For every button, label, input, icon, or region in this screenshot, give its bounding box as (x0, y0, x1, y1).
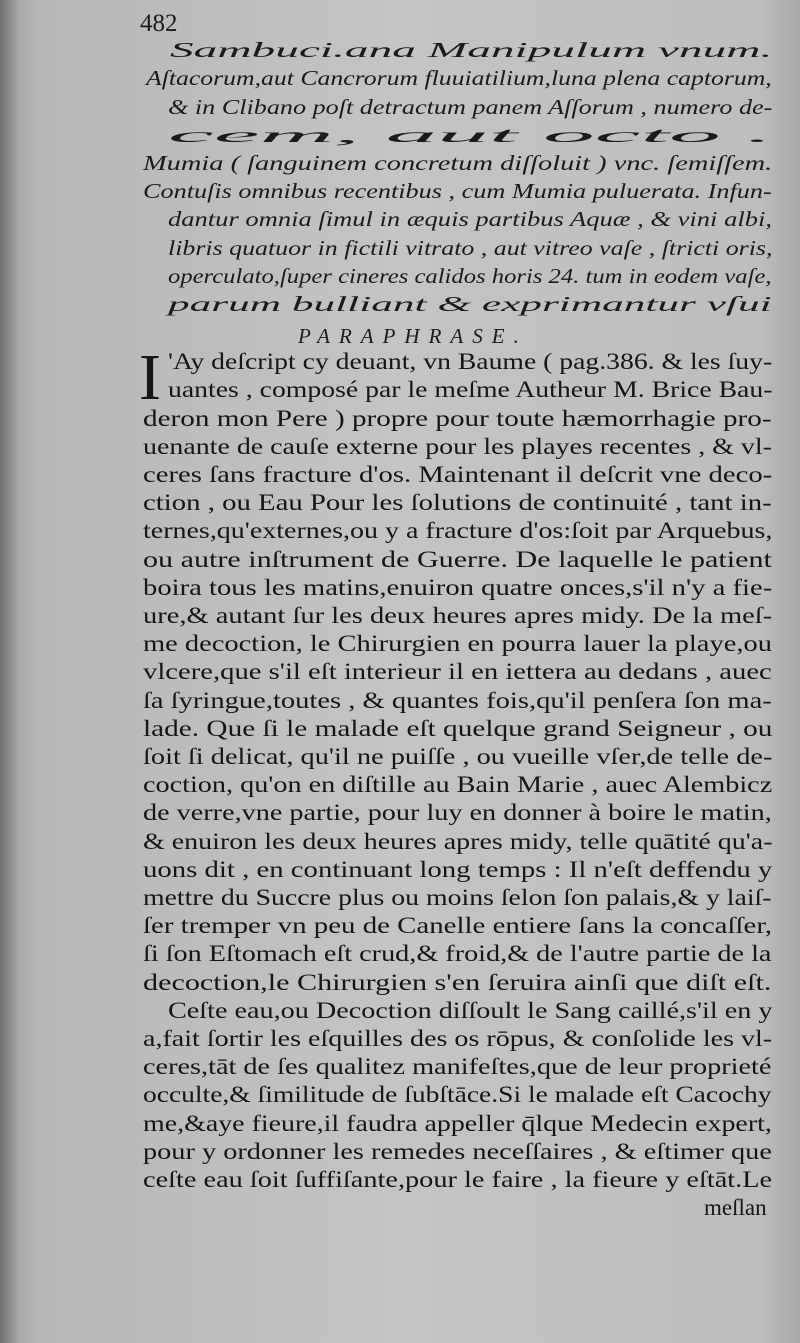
french-line: ction , ou Eau Pour les ſolutions de continuité , tant in- (143, 490, 772, 515)
french-line: uenante de cauſe externe pour les playes recentes , & vl- (143, 434, 772, 459)
french-line: decoction,le Chirurgien s'en ſeruira ainſi que diſt eſt. (143, 970, 772, 995)
french-line: me,&aye fieure,il faudra appeller q̄lque Medecin expert, (143, 1111, 772, 1136)
french-line: & enuiron les deux heures apres midy, telle quātité qu'a- (143, 829, 773, 854)
latin-line: & in Clibano poſt detractum panem Aſſorum , numero de- (168, 95, 773, 119)
french-line: de verre,vne partie, pour luy en donner à boire le matin, (143, 800, 772, 825)
french-line: ceres ſans fracture d'os. Maintenant il deſcrit vne deco- (143, 462, 773, 487)
latin-line: parum bulliant & exprimantur vſui (168, 292, 772, 316)
french-line: ternes,qu'externes,ou y a fracture d'os:ſoit par Arquebus, (143, 518, 773, 543)
page-number: 482 (140, 10, 178, 37)
drop-cap: I (139, 341, 161, 414)
french-line: coction, qu'on en diſtille au Bain Marie , auec Alembicz (143, 772, 773, 797)
french-line: ſi ſon Eſtomach eſt crud,& froid,& de l'autre partie de la (143, 941, 772, 966)
french-line: ſoit ſi delicat, qu'il ne puiſſe , ou vueille vſer,de telle de- (143, 744, 773, 769)
catchword: meſlan (704, 1195, 767, 1220)
french-line: a,fait ſortir les eſquilles des os rōpus, & conſolide les vl- (143, 1026, 773, 1051)
page-gutter-shadow (0, 0, 18, 1343)
french-line: ceres,tāt de ſes qualitez manifeſtes,que de leur proprieté (143, 1054, 772, 1079)
latin-line: cem, aut octo . (168, 123, 773, 147)
french-line: 'Ay deſcript cy deuant, vn Baume ( pag.386. & les ſuy- (168, 349, 773, 374)
french-line: ſer tremper vn peu de Canelle entiere ſans la concaſſer, (143, 913, 773, 938)
french-line: uons dit , en continuant long temps : Il n'eſt deffendu y (143, 857, 773, 882)
french-line: Ceſte eau,ou Decoction diſſoult le Sang caillé,s'il en y (168, 998, 773, 1023)
french-line: mettre du Succre plus ou moins ſelon ſon palais,& y laiſ- (143, 885, 772, 910)
french-line: me decoction, le Chirurgien en pourra lauer la playe,ou (143, 631, 772, 656)
french-line: ceſte eau ſoit ſuffiſante,pour le faire , la fieure y eſtāt.Le (143, 1167, 773, 1192)
french-line: ure,& autant ſur les deux heures apres midy. De la meſ- (143, 603, 773, 628)
french-line: lade. Que ſi le malade eſt quelque grand Seigneur , ou (143, 716, 773, 741)
french-line: ſa ſyringue,toutes , & quantes fois,qu'il penſera ſon ma- (143, 688, 772, 713)
latin-line: libris quatuor in fictili vitrato , aut vitreo vaſe , ſtricti oris, (168, 236, 773, 260)
french-line: vlcere,que s'il eſt interieur il en iettera au dedans , auec (143, 659, 772, 684)
french-line: deron mon Pere ) propre pour toute hæmorrhagie pro- (143, 406, 772, 431)
french-line: boira tous les matins,enuiron quatre onces,s'il n'y a fie- (143, 575, 773, 600)
latin-line: operculato,ſuper cineres calidos horis 24. tum in eodem vaſe, (168, 264, 772, 288)
french-line: uantes , composé par le meſme Autheur M. Brice Bau- (168, 377, 773, 402)
french-line: occulte,& ſimilitude de ſubſtāce.Si le malade eſt Cacochy (143, 1082, 772, 1107)
french-line: ou autre inſtrument de Guerre. De laquelle le patient (143, 547, 772, 572)
latin-line: Sambuci.ana Manipulum vnum. (170, 38, 773, 62)
french-line: pour y ordonner les remedes neceſſaires , & eſtimer que (143, 1139, 772, 1164)
paraphrase-heading: PARAPHRASE. (298, 324, 528, 348)
latin-line: Aſtacorum,aut Cancrorum fluuiatilium,luna plena captorum, (146, 66, 772, 90)
latin-line: dantur omnia ſimul in æquis partibus Aquæ , & vini albi, (168, 207, 772, 231)
latin-line: Mumia ( ſanguinem concretum diſſoluit ) vnc. ſemiſſem. (143, 151, 773, 175)
latin-line: Contuſis omnibus recentibus , cum Mumia puluerata. Infun- (143, 179, 772, 203)
